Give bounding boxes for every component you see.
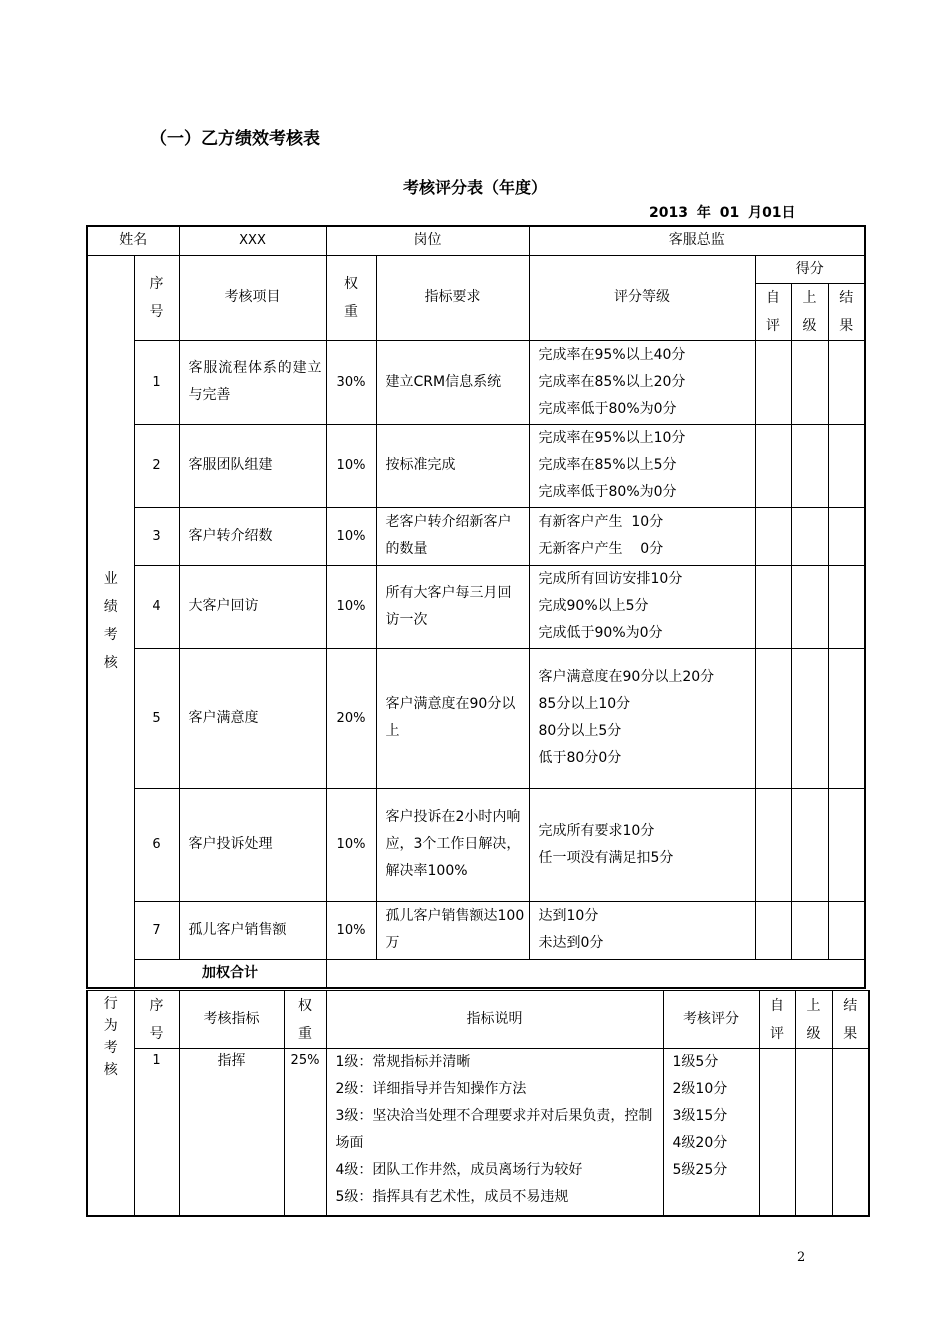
perf-seq: 7 (134, 901, 179, 959)
perf-row (87, 901, 865, 959)
superior-score-cell[interactable] (791, 340, 828, 424)
perf-weight: 10% (326, 424, 376, 507)
perf-item: 客户投诉处理 (179, 788, 326, 901)
b-weight: 25% (284, 1049, 326, 1216)
behavior-header-row (87, 991, 869, 1049)
perf-header-row (87, 255, 865, 283)
perf-requirement: 建立CRM信息系统 (376, 340, 529, 424)
perf-row (87, 565, 865, 648)
perf-requirement: 孤儿客户销售额达100万 (376, 901, 529, 959)
perf-grade: 完成率在95%以上40分 完成率在85%以上20分 完成率低于80%为0分 (529, 340, 755, 424)
perf-item: 客户转介绍数 (179, 507, 326, 565)
perf-section-label: 业绩考核 (87, 255, 134, 988)
perf-item: 客户满意度 (179, 648, 326, 788)
table-title: 考核评分表（年度） (402, 178, 547, 197)
weighted-total-value[interactable] (326, 959, 865, 988)
perf-requirement: 客户满意度在90分以上 (376, 648, 529, 788)
b-self-header: 自评 (759, 991, 795, 1049)
perf-seq: 6 (134, 788, 179, 901)
b-description: 1级：常规指标并清晰 2级：详细指导并告知操作方法 3级：坚决洽当处理不合理要求并对后果负责，控制场面 4级：团队工作井然，成员离场行为较好 5级：指挥具有艺术性，成员不易违规 (326, 1049, 663, 1216)
perf-grade: 完成所有回访安排10分 完成90%以上5分 完成低于90%为0分 (529, 565, 755, 648)
perf-weight: 10% (326, 901, 376, 959)
perf-row (87, 340, 865, 424)
score-header: 得分 (755, 255, 865, 283)
perf-row (87, 424, 865, 507)
perf-seq: 1 (134, 340, 179, 424)
result-score-cell[interactable] (828, 507, 865, 565)
self-score-cell[interactable] (755, 788, 791, 901)
result-score-cell[interactable] (828, 648, 865, 788)
behavior-section-label: 行为考核 (87, 991, 134, 1216)
perf-row (87, 507, 865, 565)
perf-weight: 10% (326, 788, 376, 901)
perf-weight: 10% (326, 507, 376, 565)
self-header: 自评 (755, 283, 791, 340)
self-score-cell[interactable] (755, 565, 791, 648)
b-indicator-header: 考核指标 (179, 991, 284, 1049)
self-score-cell[interactable] (755, 507, 791, 565)
result-score-cell[interactable] (828, 901, 865, 959)
perf-grade: 客户满意度在90分以上20分 85分以上10分 80分以上5分 低于80分0分 (529, 648, 755, 788)
perf-weight: 10% (326, 565, 376, 648)
perf-item: 大客户回访 (179, 565, 326, 648)
superior-score-cell[interactable] (791, 648, 828, 788)
requirement-header: 指标要求 (376, 255, 529, 340)
perf-seq: 5 (134, 648, 179, 788)
perf-grade: 完成率在95%以上10分 完成率在85%以上5分 完成率低于80%为0分 (529, 424, 755, 507)
section-title: （一）乙方绩效考核表 (150, 129, 320, 149)
superior-score-cell[interactable] (791, 507, 828, 565)
b-self-score-cell[interactable] (759, 1049, 795, 1216)
perf-requirement: 按标准完成 (376, 424, 529, 507)
b-seq-header: 序号 (134, 991, 179, 1049)
b-superior-score-cell[interactable] (795, 1049, 832, 1216)
superior-header: 上级 (791, 283, 828, 340)
perf-item: 客服流程体系的建立与完善 (179, 340, 326, 424)
perf-requirement: 老客户转介绍新客户的数量 (376, 507, 529, 565)
result-score-cell[interactable] (828, 565, 865, 648)
position-label: 岗位 (326, 226, 529, 255)
superior-score-cell[interactable] (791, 788, 828, 901)
page-number: 2 (797, 1250, 806, 1265)
perf-seq: 2 (134, 424, 179, 507)
perf-item: 客服团队组建 (179, 424, 326, 507)
b-scoring-header: 考核评分 (663, 991, 759, 1049)
behavior-table (86, 990, 870, 1217)
performance-table (86, 225, 866, 989)
perf-row (87, 648, 865, 788)
behavior-row (87, 1049, 869, 1216)
perf-grade: 达到10分 未达到0分 (529, 901, 755, 959)
b-indicator: 指挥 (179, 1049, 284, 1216)
self-score-cell[interactable] (755, 648, 791, 788)
name-value: XXX (179, 226, 326, 255)
grade-header: 评分等级 (529, 255, 755, 340)
perf-grade: 有新客户产生 10分 无新客户产生 0分 (529, 507, 755, 565)
self-score-cell[interactable] (755, 340, 791, 424)
b-weight-header: 权重 (284, 991, 326, 1049)
weighted-total-label: 加权合计 (134, 959, 326, 988)
name-label: 姓名 (87, 226, 179, 255)
perf-grade: 完成所有要求10分 任一项没有满足扣5分 (529, 788, 755, 901)
perf-item: 孤儿客户销售额 (179, 901, 326, 959)
result-header: 结果 (828, 283, 865, 340)
perf-weight: 30% (326, 340, 376, 424)
superior-score-cell[interactable] (791, 901, 828, 959)
info-row (87, 226, 865, 255)
seq-header: 序号 (134, 255, 179, 340)
date-line: 2013 年 01 月01日 (649, 205, 796, 221)
perf-seq: 4 (134, 565, 179, 648)
self-score-cell[interactable] (755, 901, 791, 959)
b-result-header: 结果 (832, 991, 869, 1049)
b-description-header: 指标说明 (326, 991, 663, 1049)
result-score-cell[interactable] (828, 424, 865, 507)
perf-requirement: 所有大客户每三月回访一次 (376, 565, 529, 648)
result-score-cell[interactable] (828, 340, 865, 424)
perf-row (87, 788, 865, 901)
b-seq: 1 (134, 1049, 179, 1216)
superior-score-cell[interactable] (791, 565, 828, 648)
item-header: 考核项目 (179, 255, 326, 340)
perf-seq: 3 (134, 507, 179, 565)
perf-requirement: 客户投诉在2小时内响应，3个工作日解决，解决率100% (376, 788, 529, 901)
self-score-cell[interactable] (755, 424, 791, 507)
result-score-cell[interactable] (828, 788, 865, 901)
weight-header: 权重 (326, 255, 376, 340)
b-scoring: 1级5分 2级10分 3级15分 4级20分 5级25分 (663, 1049, 759, 1216)
b-superior-header: 上级 (795, 991, 832, 1049)
b-result-score-cell[interactable] (832, 1049, 869, 1216)
perf-weight: 20% (326, 648, 376, 788)
superior-score-cell[interactable] (791, 424, 828, 507)
weighted-total-row (87, 959, 865, 988)
position-value: 客服总监 (529, 226, 865, 255)
